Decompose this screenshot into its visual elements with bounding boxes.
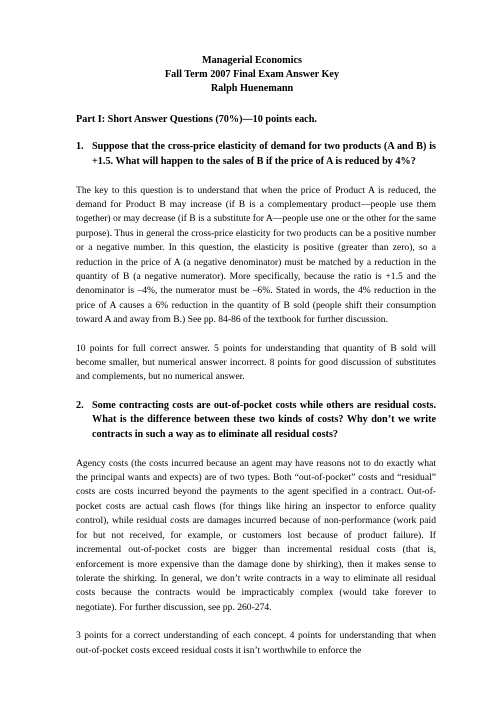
part-heading: Part I: Short Answer Questions (70%)—10 points each. <box>76 114 317 125</box>
exam-title: Fall Term 2007 Final Exam Answer Key <box>164 69 340 80</box>
answer-1-paragraph: The key to this question is to understand that when the price of Product A is reduced, the demand for Product B may increase (if B is a complementary product—people use them together) or may decrease (if B is a substitute for A—people use one or the other for the same purpose). Thus in general the cross-price elasticity for two products can be a positive number or a negative number. In this question, the elasticity is positive (greater than zero), so a reduction in the price of A (a negative denominator) must be matched by a reduction in the quantity of B (a negative numerator). More specifically, because the ratio is +1.5 and the denominator is –4%, the numerator must be –6%. Stated in words, the 4% reduction in the price of A causes a 6% reduction in the quantity of B sold (people shift their consumption toward A and away from B.) See pp. 84-86 of the textbook for further discussion. <box>76 184 436 326</box>
document-body <box>76 113 436 672</box>
course-title: Managerial Economics <box>202 55 302 66</box>
grading-2-paragraph: 3 points for a correct understanding of each concept. 4 points for understanding that when out-of-pocket costs exceed residual costs it isn’t worthwhile to enforce the <box>76 630 436 656</box>
question-text: Some contracting costs are out-of-pocket costs while others are residual costs. What is the difference between these two kinds of costs? Why don’t we write contracts in such a way as to eliminate all residual costs? <box>92 399 436 441</box>
document-header <box>0 54 504 96</box>
grading-1-paragraph: 10 points for full correct answer. 5 points for understanding that quantity of B sold will become smaller, but numerical answer incorrect. 8 points for good discussion of substitutes and complements, but no numerical answer. <box>76 342 436 383</box>
author-name: Ralph Huenemann <box>210 83 294 94</box>
question-number: 1. <box>76 141 84 153</box>
question-number: 2. <box>76 399 84 411</box>
answer-2-paragraph: Agency costs (the costs incurred because an agent may have reasons not to do exactly what the principal wants and expects) are of two types. Both “out-of-pocket” costs and “residual” costs are costs incurred beyond the payments to the agent specified in a contract. Out-of-pocket costs are actual cash flows (for things like hiring an inspector to enforce quality control), while residual costs are damages incurred because of non-performance (work paid for but not received, for example, or customers lost because of product failure). If incremental out-of-pocket costs are bigger than incremental residual costs (that is, enforcement is more expensive than the damage done by shirking), then it makes sense to tolerate the shirking. In general, we don’t write contracts in a way to eliminate all residual costs because the contracts would be impracticably complex (would take forever to negotiate). For further discussion, see pp. 260-274. <box>76 457 436 613</box>
question-text: Suppose that the cross-price elasticity of demand for two products (A and B) is +1.5. What will happen to the sales of B if the price of A is reduced by 4%? <box>92 141 436 167</box>
question-2 <box>76 399 436 443</box>
question-1 <box>76 140 436 169</box>
